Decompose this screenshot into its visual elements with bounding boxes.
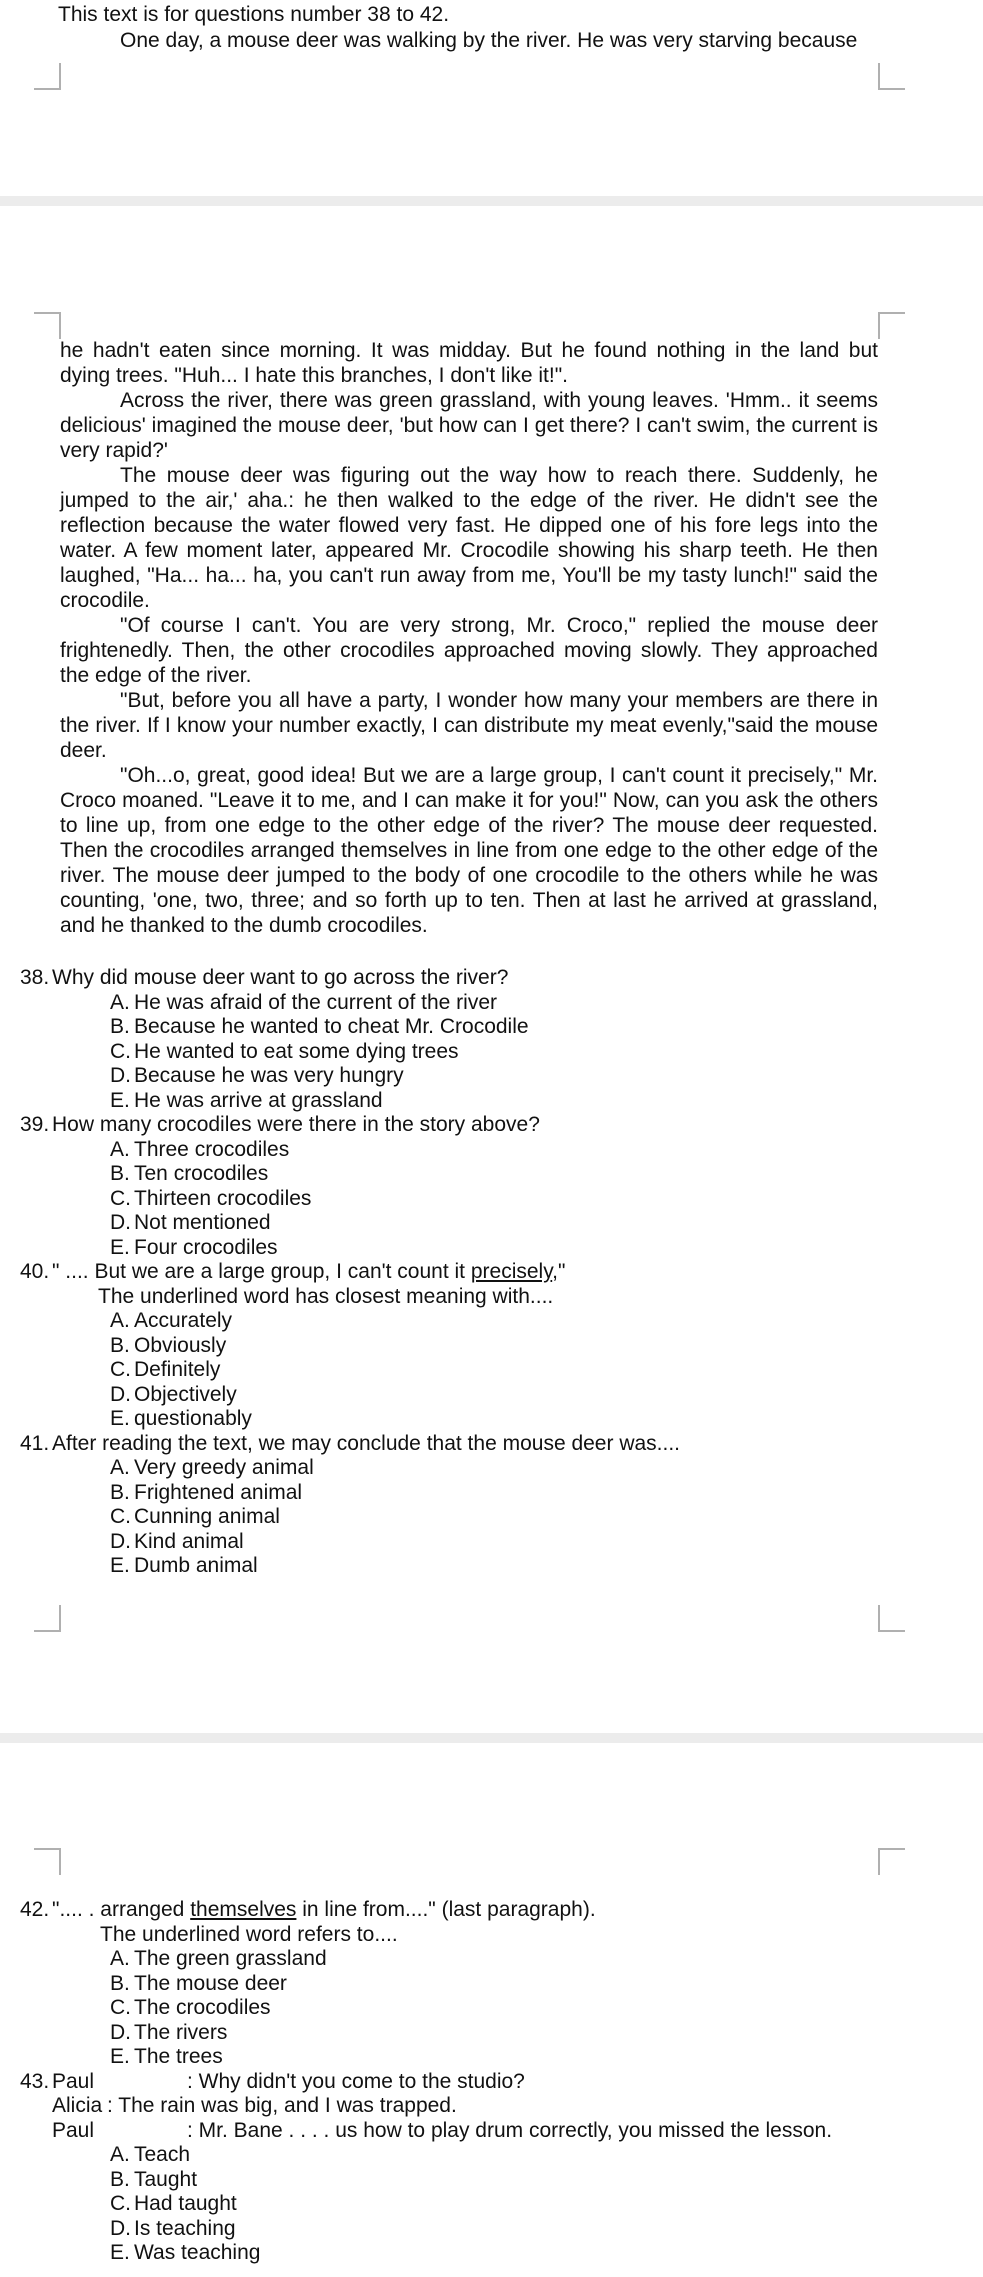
option-a[interactable] (20, 1456, 960, 1481)
option-b[interactable] (20, 1162, 960, 1187)
story-paragraph-4: "Of course I can't. You are very strong, Mr. Croco," replied the mouse deer frightenedly. Then, the other crocodiles approached moving slowly. They approached the edge of the river. (60, 614, 878, 687)
dialog-row (20, 2094, 960, 2119)
option-letter: D. (110, 1064, 131, 1087)
question-text: The underlined word refers to.... (100, 1922, 398, 1946)
option-text: The crocodiles (134, 1996, 271, 2019)
option-text: The green grassland (134, 1947, 327, 1970)
option-text: Not mentioned (134, 1211, 271, 1234)
option-letter: D. (110, 1382, 131, 1406)
option-text: The rivers (134, 2020, 228, 2044)
option-letter: A. (110, 1456, 130, 1479)
option-text: questionably (134, 1407, 252, 1430)
dialog-speaker: Paul (52, 2069, 95, 2093)
option-letter: A. (110, 1309, 130, 1332)
option-text: He wanted to eat some dying trees (134, 1039, 459, 1063)
option-text: Kind animal (134, 1529, 244, 1553)
question-number: 38. (20, 966, 50, 989)
option-letter: B. (110, 1333, 130, 1357)
option-letter: E. (110, 1235, 130, 1259)
question-42 (20, 1898, 960, 2070)
margin-corner-mark (878, 312, 905, 339)
question-text: The underlined word has closest meaning with.... (98, 1284, 554, 1308)
option-text: Definitely (134, 1358, 221, 1381)
option-letter: D. (110, 1211, 131, 1234)
option-letter: B. (110, 1162, 130, 1185)
option-letter: C. (110, 1039, 131, 1063)
option-e[interactable] (20, 1407, 960, 1432)
option-letter: D. (110, 2216, 131, 2240)
option-letter: B. (110, 2167, 130, 2191)
option-b[interactable] (20, 1334, 960, 1359)
questions-block (20, 966, 960, 1579)
option-e[interactable] (20, 2045, 960, 2070)
margin-corner-mark (878, 1848, 905, 1875)
option-d[interactable] (20, 2021, 960, 2046)
option-text: Because he was very hungry (134, 1064, 404, 1087)
question-41 (20, 1432, 960, 1579)
option-c[interactable] (20, 2192, 960, 2217)
margin-corner-mark (878, 63, 905, 90)
header-note: This text is for questions number 38 to 42. (58, 3, 450, 26)
option-c[interactable] (20, 1187, 960, 1212)
option-letter: B. (110, 1971, 130, 1995)
question-40 (20, 1260, 960, 1432)
question-39 (20, 1113, 960, 1260)
margin-corner-mark (34, 1848, 61, 1875)
option-text: Ten crocodiles (134, 1162, 269, 1185)
option-letter: C. (110, 1996, 131, 2019)
dialog-speaker: Alicia (52, 2094, 103, 2117)
page-break (0, 196, 983, 206)
quote-text: " .... But we are a large group, I can't count it (52, 1260, 471, 1283)
option-letter: A. (110, 1137, 130, 1161)
option-letter: E. (110, 1088, 130, 1112)
option-text: Because he wanted to cheat Mr. Crocodile (134, 1015, 529, 1038)
option-c[interactable] (20, 1996, 960, 2021)
option-d[interactable] (20, 1211, 960, 1236)
question-number: 42. (20, 1898, 50, 1921)
option-letter: A. (110, 1947, 130, 1970)
option-text: Is teaching (134, 2216, 236, 2240)
dialog-line: : Why didn't you come to the studio? (187, 2069, 525, 2093)
option-a[interactable] (20, 2143, 960, 2168)
option-b[interactable] (20, 1972, 960, 1997)
question-quote (52, 1260, 565, 1285)
question-number: 40. (20, 1260, 50, 1283)
option-text: He was afraid of the current of the river (134, 990, 497, 1014)
option-letter: E. (110, 1554, 130, 1577)
dialog-row (20, 2119, 960, 2144)
option-letter: E. (110, 1407, 130, 1430)
option-c[interactable] (20, 1505, 960, 1530)
option-text: Three crocodiles (134, 1137, 290, 1161)
option-e[interactable] (20, 2241, 960, 2266)
option-letter: D. (110, 1529, 131, 1553)
question-number: 41. (20, 1431, 50, 1455)
dialog-speaker: Paul (52, 2118, 95, 2142)
story-body (60, 338, 878, 938)
underlined-word: themselves (190, 1898, 297, 1921)
question-quote (52, 1898, 596, 1923)
question-text: Why did mouse deer want to go across the river? (52, 966, 509, 989)
question-38 (20, 966, 960, 1113)
dialog-line: : Mr. Bane . . . . us how to play drum correctly, you missed the lesson. (187, 2118, 833, 2142)
option-a[interactable] (20, 1947, 960, 1972)
option-text: Obviously (134, 1333, 227, 1357)
margin-corner-mark (34, 312, 61, 339)
option-letter: C. (110, 1358, 131, 1381)
option-text: Four crocodiles (134, 1235, 278, 1259)
option-d[interactable] (20, 1064, 960, 1089)
option-d[interactable] (20, 1383, 960, 1408)
option-text: Dumb animal (134, 1554, 258, 1577)
option-a[interactable] (20, 1309, 960, 1334)
option-e[interactable] (20, 1554, 960, 1579)
underlined-word: precisely (470, 1260, 553, 1283)
option-text: Taught (134, 2167, 198, 2191)
quote-text: ".... . arranged (52, 1898, 191, 1921)
option-text: Was teaching (134, 2241, 261, 2264)
option-letter: C. (110, 1505, 131, 1528)
option-b[interactable] (20, 1481, 960, 1506)
option-a[interactable] (20, 1138, 960, 1163)
margin-corner-mark (34, 1605, 61, 1632)
option-d[interactable] (20, 2217, 960, 2242)
option-text: Accurately (134, 1309, 233, 1332)
option-letter: B. (110, 1480, 130, 1504)
option-text: Frightened animal (134, 1480, 303, 1504)
option-letter: D. (110, 2020, 131, 2044)
quote-text: ," (552, 1260, 566, 1283)
story-paragraph-2: Across the river, there was green grassland, with young leaves. 'Hmm.. it seems delicious' imagined the mouse deer, 'but how can I get there? I can't swim, the current is very rapid?' (60, 389, 878, 462)
option-letter: C. (110, 2192, 131, 2215)
story-paragraph-6: "Oh...o, great, good idea! But we are a large group, I can't count it precisely," Mr. Croco moaned. "Leave it to me, and I can make it for you!" Now, can you ask the others to line up, from one edge to the other edge of the river? The mouse deer requested. Then the crocodiles arranged themselves in line from one edge to the other edge of the river. The mouse deer jumped to the body of one crocodile to the others while he was counting, 'one, two, three; and so forth up to ten. Then at last he arrived at grassland, and he thanked to the dumb crocodiles. (60, 764, 878, 937)
option-text: The trees (134, 2045, 223, 2068)
story-paragraph-5: "But, before you all have a party, I wonder how many your members are there in the river. If I know your number exactly, I can distribute my meat evenly,"said the mouse deer. (60, 689, 878, 762)
dialog-line: : The rain was big, and I was trapped. (107, 2094, 457, 2117)
option-text: Had taught (134, 2192, 237, 2215)
margin-corner-mark (34, 63, 61, 90)
option-text: Objectively (134, 1382, 237, 1406)
option-b[interactable] (20, 2168, 960, 2193)
option-a[interactable] (20, 991, 960, 1016)
page-break (0, 1733, 983, 1743)
option-letter: A. (110, 2143, 130, 2166)
question-number: 43. (20, 2069, 50, 2093)
option-text: Teach (134, 2143, 191, 2166)
option-text: Very greedy animal (134, 1456, 314, 1479)
questions-block-page-3 (20, 1898, 960, 2266)
option-e[interactable] (20, 1089, 960, 1114)
option-c[interactable] (20, 1040, 960, 1065)
option-letter: E. (110, 2045, 130, 2068)
option-letter: B. (110, 1015, 130, 1038)
question-43 (20, 2070, 960, 2266)
question-number: 39. (20, 1113, 50, 1136)
option-b[interactable] (20, 1015, 960, 1040)
option-text: He was arrive at grassland (134, 1088, 383, 1112)
option-text: Thirteen crocodiles (134, 1186, 312, 1210)
option-text: The mouse deer (134, 1971, 287, 1995)
option-text: Cunning animal (134, 1505, 280, 1528)
option-d[interactable] (20, 1530, 960, 1555)
option-letter: E. (110, 2241, 130, 2264)
option-c[interactable] (20, 1358, 960, 1383)
question-text: After reading the text, we may conclude that the mouse deer was.... (52, 1431, 681, 1455)
option-letter: A. (110, 990, 130, 1014)
story-paragraph-1-end: he hadn't eaten since morning. It was midday. But he found nothing in the land but dying trees. "Huh... I hate this branches, I don't like it!". (60, 339, 878, 387)
margin-corner-mark (878, 1605, 905, 1632)
quote-text: in line from...." (last paragraph). (296, 1898, 596, 1921)
option-e[interactable] (20, 1236, 960, 1261)
story-paragraph-1-start: One day, a mouse deer was walking by the river. He was very starving because (120, 29, 858, 52)
question-text: How many crocodiles were there in the story above? (52, 1113, 540, 1136)
option-letter: C. (110, 1186, 131, 1210)
story-paragraph-3: The mouse deer was figuring out the way how to reach there. Suddenly, he jumped to the air,' aha.: he then walked to the edge of the river. He didn't see the reflection because the water flowed very fast. He dipped one of his fore legs into the water. A few moment later, appeared Mr. Crocodile showing his sharp teeth. He then laughed, "Ha... ha... ha, you can't run away from me, You'll be my tasty lunch!" said the crocodile. (60, 464, 878, 612)
